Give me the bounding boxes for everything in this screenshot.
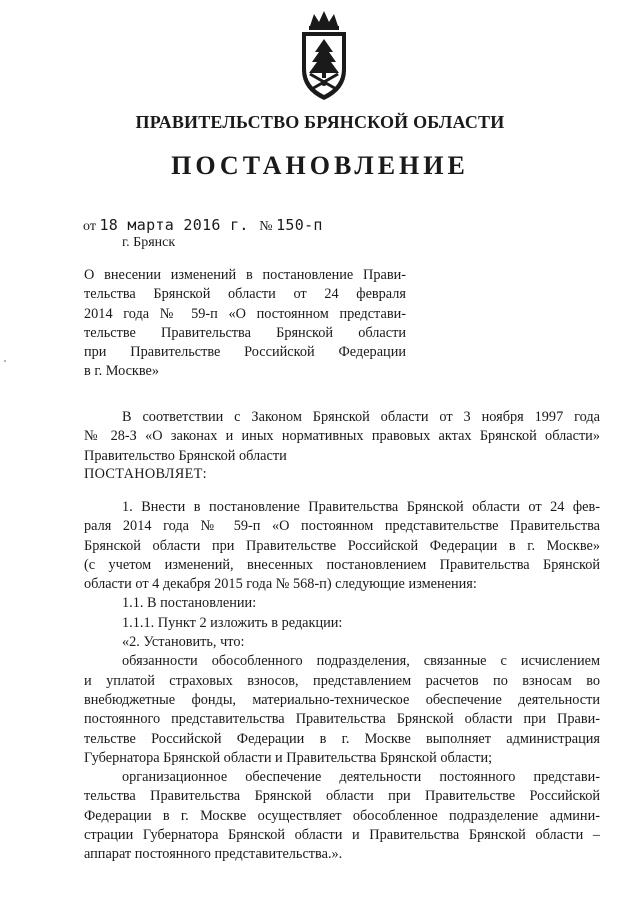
item-line: «2. Установить, что: xyxy=(122,634,245,651)
item-line: организационное обеспечение деятельности постоянного представи- xyxy=(122,769,600,786)
scan-margin-mark xyxy=(4,360,6,362)
date-number-line xyxy=(83,216,323,235)
document-date: 18 марта 2016 г. xyxy=(99,216,249,234)
item-line: внебюджетные фонды, материально-техническое обеспечение деятельности xyxy=(84,691,600,708)
date-prefix: от xyxy=(83,219,96,234)
item-line: тельстве Российской Федерации в г. Москве выполняет администрация xyxy=(84,730,600,747)
item-line: (с учетом изменений, внесенных постановлением Правительства Брянской xyxy=(84,556,600,573)
item-line: области от 4 декабря 2015 года № 568-п) следующие изменения: xyxy=(84,576,477,593)
item-line: постоянного представительства Правительства Брянской области при Прави- xyxy=(84,711,600,728)
preamble-line: Правительство Брянской области xyxy=(84,447,287,464)
organization-title: ПРАВИТЕЛЬСТВО БРЯНСКОЙ ОБЛАСТИ xyxy=(135,112,505,132)
number-sign: № xyxy=(259,219,273,234)
city-name: г. Брянск xyxy=(122,235,176,250)
document-type-title: ПОСТАНОВЛЕНИЕ xyxy=(171,151,469,180)
document-number: 150-п xyxy=(276,216,323,234)
document-subject xyxy=(84,266,406,382)
item-line: тельства Правительства Брянской области при Правительстве Российской xyxy=(84,788,600,805)
subject-line: при Правительстве Российской Федерации xyxy=(84,344,406,361)
item-line: Федерации в г. Москве осуществляет обособленное подразделение админи- xyxy=(84,807,600,824)
item-line: 1.1. В постановлении: xyxy=(122,595,257,612)
subject-line: О внесении изменений в постановление Прави- xyxy=(84,267,406,283)
item-line: раля 2014 года № 59-п «О постоянном представительстве Правительства xyxy=(84,518,600,535)
item-line: и уплатой страховых взносов, представлением расчетов по взносам во xyxy=(84,672,600,689)
item-line: обязанности обособленного подразделения, связанные с исчислением xyxy=(122,653,600,670)
subject-line: 2014 года № 59-п «О постоянном представи- xyxy=(84,305,406,322)
preamble-paragraph xyxy=(84,408,600,466)
item-line: Брянской области при Правительстве Российской Федерации в г. Москве» xyxy=(84,537,600,554)
item-line: 1.1.1. Пункт 2 изложить в редакции: xyxy=(122,614,343,631)
resolve-heading: ПОСТАНОВЛЯЕТ: xyxy=(84,466,207,482)
preamble-line: № 28-З «О законах и иных нормативных правовых актах Брянской области» xyxy=(84,428,600,445)
item-line: страции Губернатора Брянской области и Правительства Брянской области – xyxy=(84,827,600,844)
resolution-items xyxy=(84,498,600,865)
subject-line: тельстве Правительства Брянской области xyxy=(84,324,406,341)
coat-of-arms-icon xyxy=(296,8,352,106)
preamble-line: В соответствии с Законом Брянской области от 3 ноября 1997 года xyxy=(122,409,600,425)
item-line: Губернатора Брянской области и Правительства Брянской области; xyxy=(84,749,493,766)
subject-line: в г. Москве» xyxy=(84,363,160,380)
item-line: аппарат постоянного представительства.». xyxy=(84,846,343,863)
item-line: 1. Внести в постановление Правительства Брянской области от 24 фев- xyxy=(122,499,600,515)
subject-line: тельства Брянской области от 24 февраля xyxy=(84,286,406,303)
